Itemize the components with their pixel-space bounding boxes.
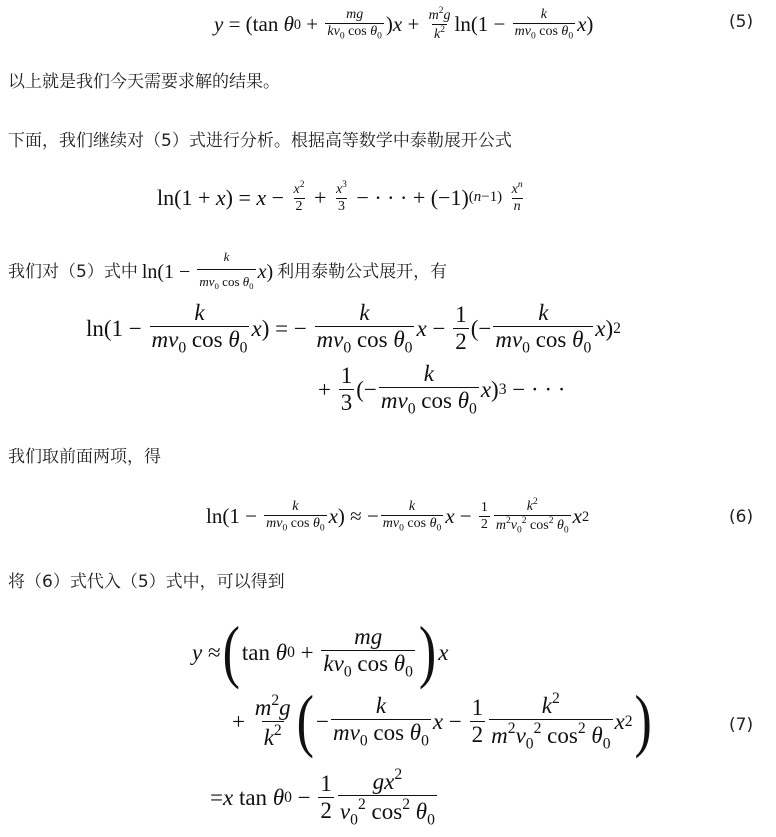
paragraph-expand-suffix: 利用泰勒公式展开，有: [277, 261, 448, 282]
paragraph-substitute: 将（6）式代入（5）式中，可以得到: [8, 572, 285, 592]
paragraph-expand: [8, 245, 447, 298]
paragraph-result: 以上就是我们今天需要求解的结果。: [8, 72, 280, 92]
equation-5: y = (tan θ 0 + $\frac{mg}{kv_0 \cos \theta_0}$ ) x + $\frac{m^2g}{k^2}$ ln(1 − $\frac{k}{mv_0 \cos \theta_0}$ x ): [214, 6, 594, 43]
taylor-formula: ln(1 + x ) = x − $\frac{x^2}{2}$ + $\frac{x^3}{3}$ − · · · + (−1) (n−1) $\frac{x^n}{n}$: [157, 180, 523, 215]
equation-6-tag: (6): [729, 507, 754, 527]
paragraph-taylor-intro: 下面，我们继续对（5）式进行分析。根据高等数学中泰勒展开公式: [8, 131, 512, 151]
equation-5-tag: (5): [729, 12, 754, 32]
equation-7-line-1: y ≈ ( tan θ 0 + $\frac{mg}{kv_0 \cos \theta_0}$ ) x: [192, 613, 449, 691]
expansion-line-1: ln(1 − $\frac{k}{mv_0 \cos \theta_0}$ x ) = − $\frac{k}{mv_0 \cos \theta_0}$ x − $\frac{1}{2}$ (− $\frac{k}{mv_0 \cos \theta_0}$ x ) 2: [86, 300, 621, 357]
paragraph-expand-prefix: 我们对（5）式中: [8, 261, 138, 282]
equation-7-tag: (7): [729, 715, 754, 735]
paragraph-first-two-terms: 我们取前面两项，得: [8, 447, 161, 467]
expansion-line-2: + $\frac{1}{3}$ (− $\frac{k}{mv_0 \cos \theta_0}$ x ) 3 − · · ·: [318, 361, 566, 418]
equation-6: ln(1 − $\frac{k}{mv_0 \cos \theta_0}$ x ) ≈ − $\frac{k}{mv_0 \cos \theta_0}$ x − $\frac{1}{2}$ $\frac{k^2}{m^2v_0^2 \cos^2 \theta_0}$ x 2: [206, 497, 590, 536]
equation-7-line-3: = x tan θ 0 − $\frac{1}{2}$ $\frac{gx^2}{v_0^2 \cos^2 \theta_0}$: [210, 766, 435, 829]
inline-log-expression: ln(1 − $\frac{k}{mv_0 \cos \theta_0}$ x ): [142, 245, 273, 298]
equation-7-line-2: + $\frac{m^2g}{k^2}$ ( − $\frac{k}{mv_0 \cos \theta_0}$ x − $\frac{1}{2}$ $\frac{k^2}{m^2v_0^2 \cos^2 \theta_0}$ x 2 ): [232, 683, 652, 760]
